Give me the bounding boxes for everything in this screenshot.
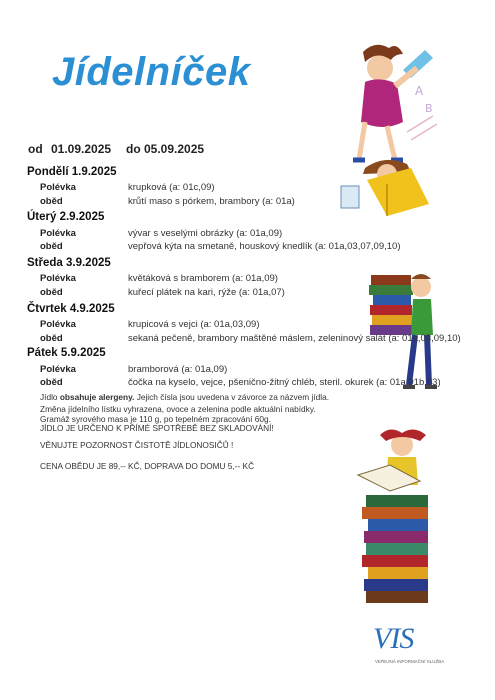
lunch-label: oběd: [40, 241, 63, 252]
lunch-label: oběd: [40, 287, 63, 298]
soup-dish: krupicová s vejci (a: 01a,03,09): [128, 319, 260, 330]
logo-subtitle: VEŘEJNÁ INFORMAČNÍ SLUŽBA: [375, 659, 445, 664]
lunch-dish: vepřová kýta na smetaně, houskový knedlík (a: 01a,03,07,09,10): [128, 241, 401, 252]
soup-dish: krupková (a: 01c,09): [128, 182, 215, 193]
period-from-label: od: [28, 142, 43, 156]
allergen-note: [40, 392, 329, 402]
day-heading: Středa 3.9.2025: [27, 257, 111, 269]
svg-text:A: A: [415, 84, 424, 98]
girl-on-books-illustration: [350, 425, 445, 610]
lunch-label: oběd: [40, 196, 63, 207]
day-heading: Pátek 5.9.2025: [27, 347, 106, 359]
page-title: Jídelníček: [52, 50, 251, 94]
lunch-dish: kuřecí plátek na kari, rýže (a: 01a,07): [128, 287, 285, 298]
girl-writing-illustration: [325, 40, 445, 165]
meat-weight-note: Gramáž syrového masa je 110 g, po tepelném zpracování 60g.: [40, 414, 271, 424]
soup-label: Polévka: [40, 182, 76, 193]
lunch-label: oběd: [40, 333, 63, 344]
logo-text: VIS: [373, 622, 414, 655]
day-heading: Úterý 2.9.2025: [27, 211, 105, 223]
soup-label: Polévka: [40, 228, 76, 239]
menu-change-note: Změna jídelního lístku vyhrazena, ovoce a zelenina podle aktuální nabídky.: [40, 404, 316, 414]
cleanliness-note: VĚNUJTE POZORNOST ČISTOTĚ JÍDLONOSIČŮ !: [40, 440, 234, 450]
allergen-note-post: Jejich čísla jsou uvedena v závorce za názvem jídla.: [134, 392, 330, 402]
day-heading: Čtvrtek 4.9.2025: [27, 303, 115, 315]
consumption-note: JÍDLO JE URČENO K PŘÍMÉ SPOTŘEBĚ BEZ SKLADOVÁNÍ!: [40, 423, 274, 433]
lunch-dish: sekaná pečeně, brambory maštěné máslem, zeleninový salát (a: 01a,03,09,10): [128, 333, 461, 344]
day-heading: Pondělí 1.9.2025: [27, 166, 117, 178]
lunch-label: oběd: [40, 377, 63, 388]
soup-dish: vývar s veselými obrázky (a: 01a,09): [128, 228, 283, 239]
soup-dish: bramborová (a: 01a,09): [128, 364, 228, 375]
allergen-note-pre: Jídlo: [40, 392, 60, 402]
girl-reading-illustration: [335, 150, 445, 225]
soup-dish: květáková s bramborem (a: 01a,09): [128, 273, 278, 284]
vis-logo: [373, 622, 443, 672]
period-from-date: 01.09.2025: [51, 142, 112, 156]
svg-text:B: B: [425, 102, 433, 115]
lunch-dish: krůtí maso s pórkem, brambory (a: 01a): [128, 196, 295, 207]
soup-label: Polévka: [40, 273, 76, 284]
period-to-date: 05.09.2025: [144, 142, 205, 156]
lunch-dish: čočka na kyselo, vejce, pšeničnо-žitný chléb, steril. okurek (a: 01a,01b,03): [128, 377, 441, 388]
allergen-note-bold: obsahuje alergeny.: [59, 392, 135, 402]
boy-books-illustration: [365, 265, 445, 395]
price-note: CENA OBĚDU JE 89,-- KČ, DOPRAVA DO DOMU 5,-- KČ: [40, 461, 255, 471]
soup-label: Polévka: [40, 364, 76, 375]
period-to-label: do: [126, 142, 141, 156]
soup-label: Polévka: [40, 319, 76, 330]
